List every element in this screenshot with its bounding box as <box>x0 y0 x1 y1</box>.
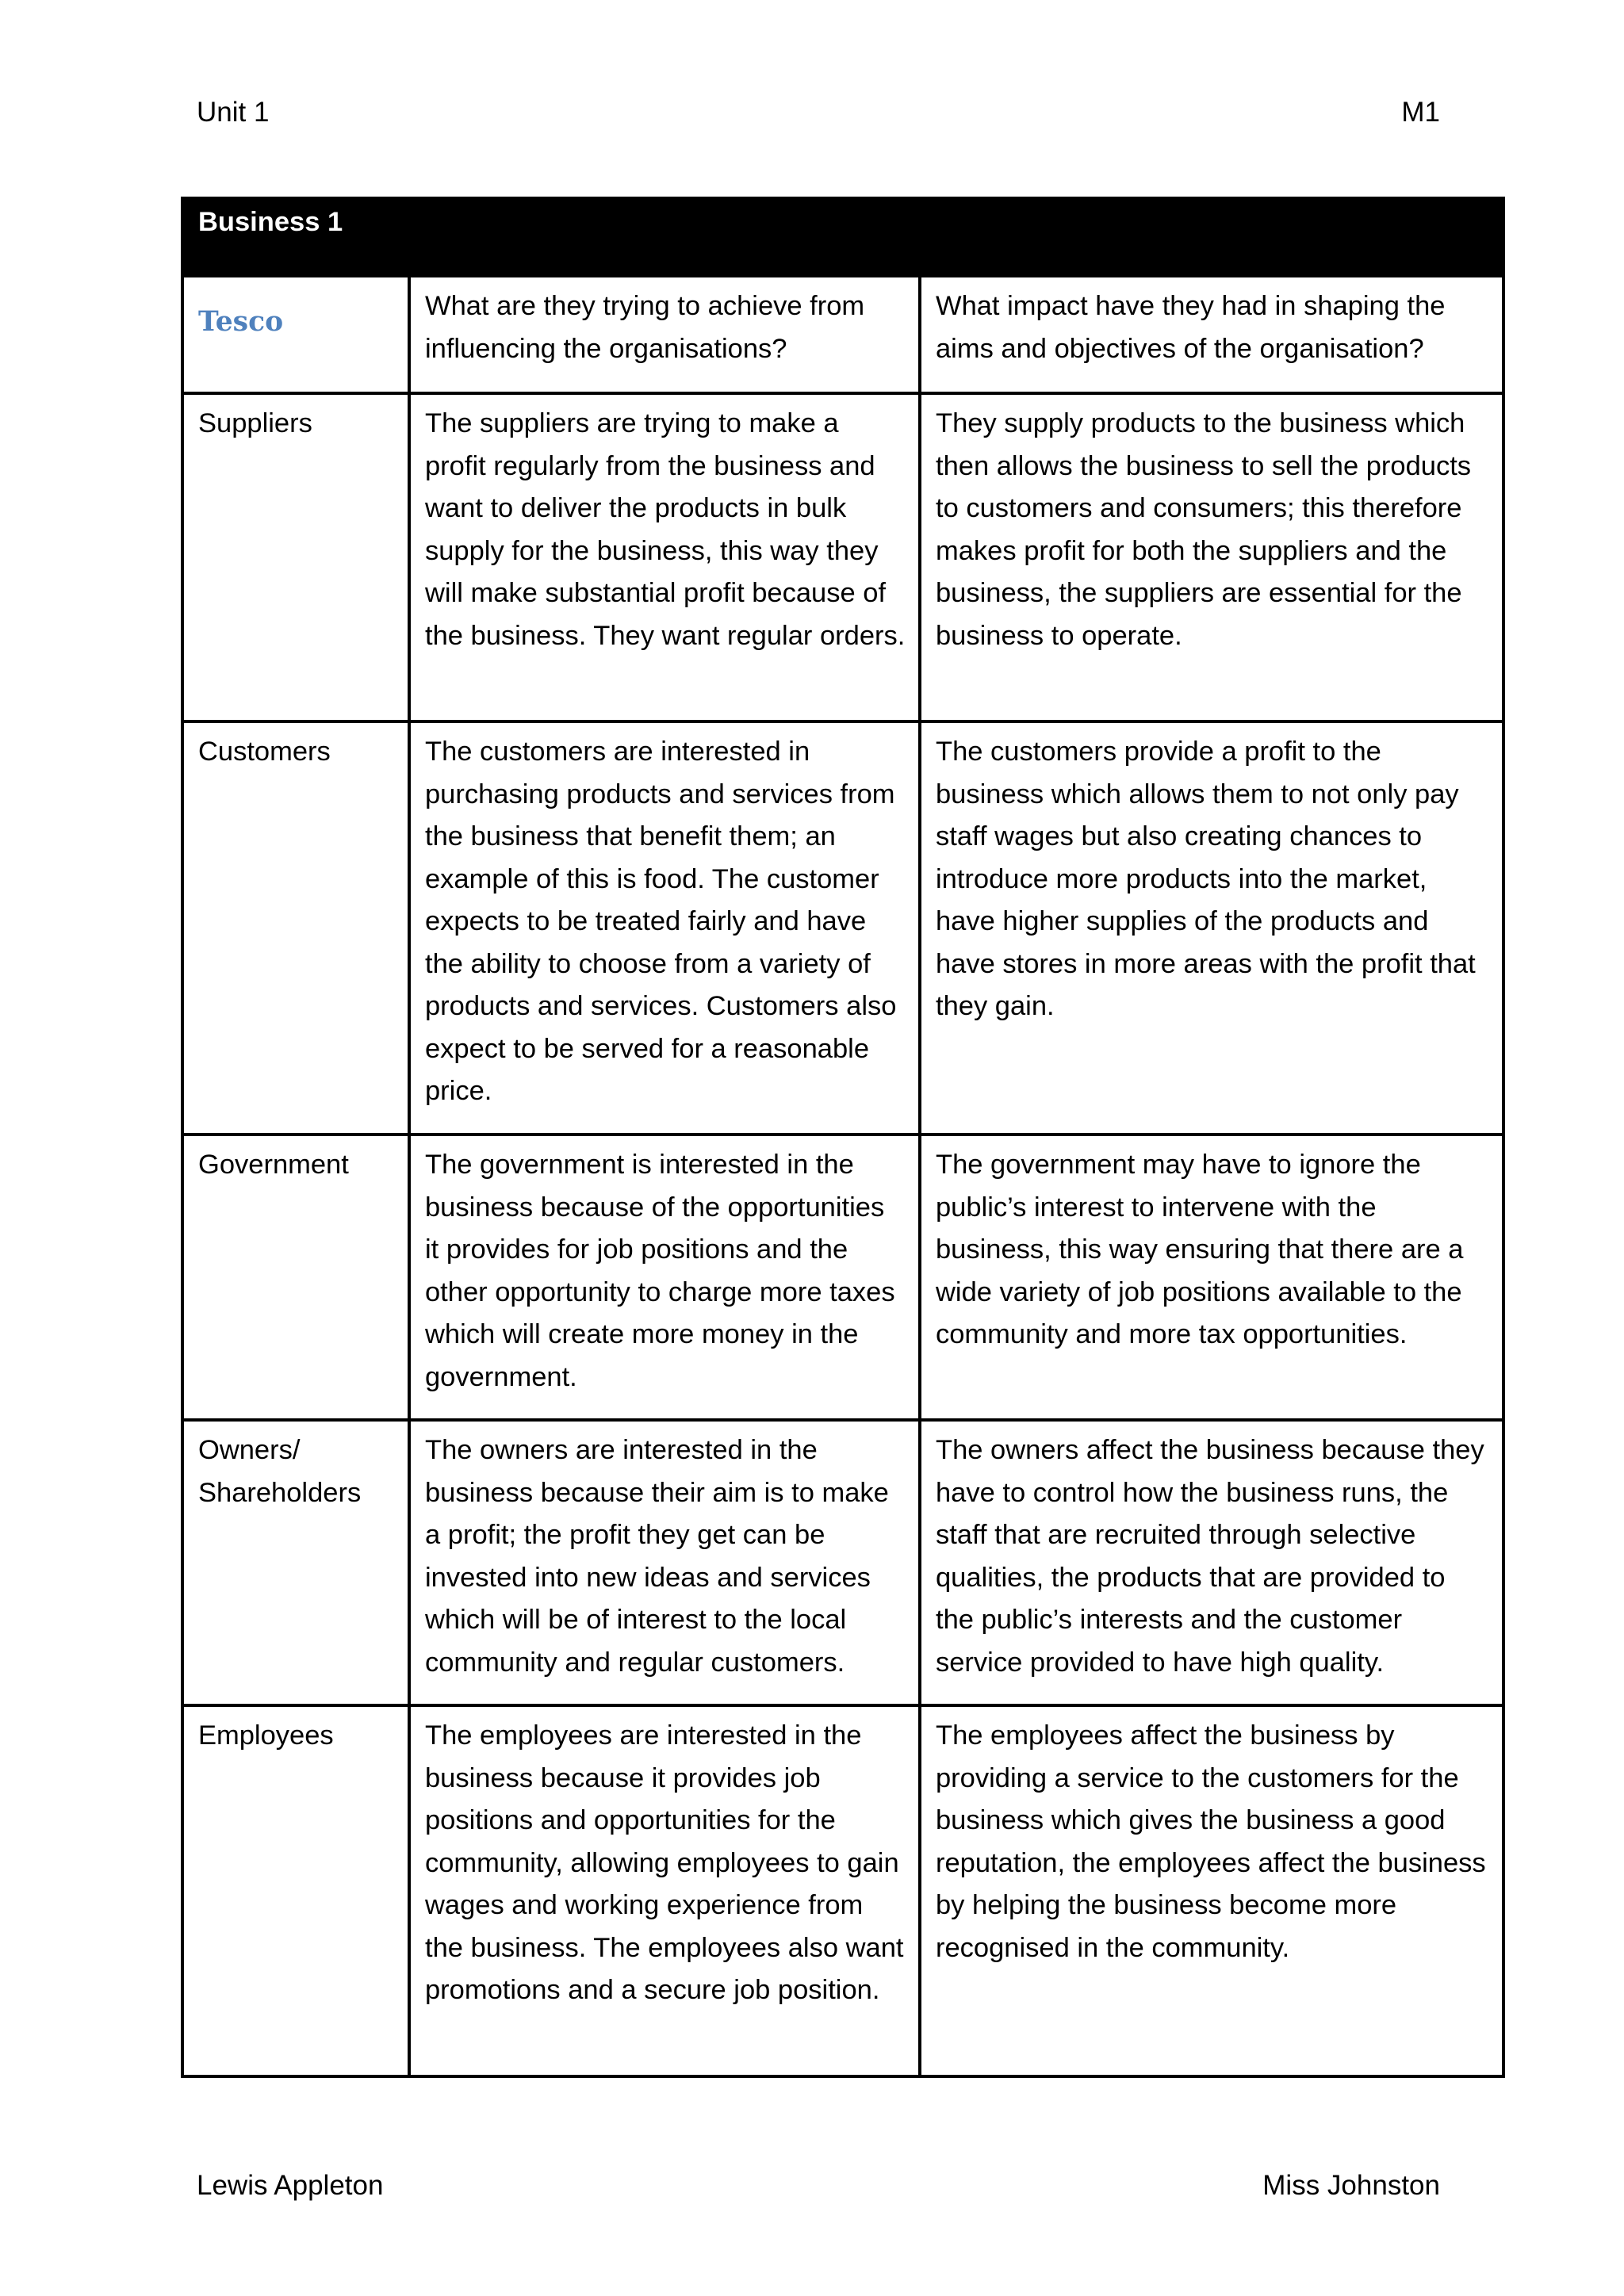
impact-cell: The customers provide a profit to the business which allows them to not only pay staff wages but also creating chances to introduce more products into the market, have higher supplies of the products and have stores in more areas with the profit that they gain. <box>920 721 1503 1135</box>
footer-author: Lewis Appleton <box>197 2170 384 2201</box>
impact-cell: The government may have to ignore the public’s interest to intervene with the business, this way ensuring that there are a wide variety of job positions available to the community and more tax opportunities. <box>920 1135 1503 1420</box>
stakeholder-name: Government <box>182 1135 409 1420</box>
company-name: Tesco <box>182 276 409 393</box>
stakeholder-name: Owners/ Shareholders <box>182 1420 409 1705</box>
table-row <box>182 1135 1503 1420</box>
header-unit: Unit 1 <box>197 97 270 128</box>
col-header-achieve: What are they trying to achieve from influencing the organisations? <box>409 276 920 393</box>
achieve-cell: The employees are interested in the business because it provides job positions and opportunities for the community, allowing employees to gain wages and working experience from the business. The employees also want promotions and a secure job position. <box>409 1705 920 2076</box>
impact-cell: They supply products to the business which then allows the business to sell the products to customers and consumers; this therefore makes profit for both the suppliers and the business, the suppliers are essential for the business to operate. <box>920 393 1503 721</box>
table-header-row <box>182 276 1503 393</box>
stakeholder-name: Employees <box>182 1705 409 2076</box>
table-row <box>182 393 1503 721</box>
table-title-row <box>182 198 1503 276</box>
achieve-cell: The government is interested in the business because of the opportunities it provides for job positions and the other opportunity to charge more taxes which will create more money in the government. <box>409 1135 920 1420</box>
impact-cell: The owners affect the business because they have to control how the business runs, the staff that are recruited through selective qualities, the products that are provided to the public’s interests and the customer service provided to have high quality. <box>920 1420 1503 1705</box>
achieve-cell: The owners are interested in the business because their aim is to make a profit; the profit they get can be invested into new ideas and services which will be of interest to the local community and regular customers. <box>409 1420 920 1705</box>
table-row <box>182 721 1503 1135</box>
col-header-impact: What impact have they had in shaping the aims and objectives of the organisation? <box>920 276 1503 393</box>
stakeholder-name: Suppliers <box>182 393 409 721</box>
achieve-cell: The customers are interested in purchasing products and services from the business that benefit them; an example of this is food. The customer expects to be treated fairly and have the ability to choose from a variety of products and services. Customers also expect to be served for a reasonable price. <box>409 721 920 1135</box>
header-criteria: M1 <box>1401 97 1440 128</box>
table-row <box>182 1420 1503 1705</box>
table-row <box>182 1705 1503 2076</box>
table-title: Business 1 <box>182 198 1503 276</box>
stakeholder-name: Customers <box>182 721 409 1135</box>
achieve-cell: The suppliers are trying to make a profit regularly from the business and want to deliver the products in bulk supply for the business, this way they will make substantial profit because of the business. They want regular orders. <box>409 393 920 721</box>
stakeholder-table <box>181 197 1505 2078</box>
impact-cell: The employees affect the business by providing a service to the customers for the business which gives the business a good reputation, the employees affect the business by helping the business become more recognised in the community. <box>920 1705 1503 2076</box>
footer-teacher: Miss Johnston <box>1262 2170 1440 2201</box>
